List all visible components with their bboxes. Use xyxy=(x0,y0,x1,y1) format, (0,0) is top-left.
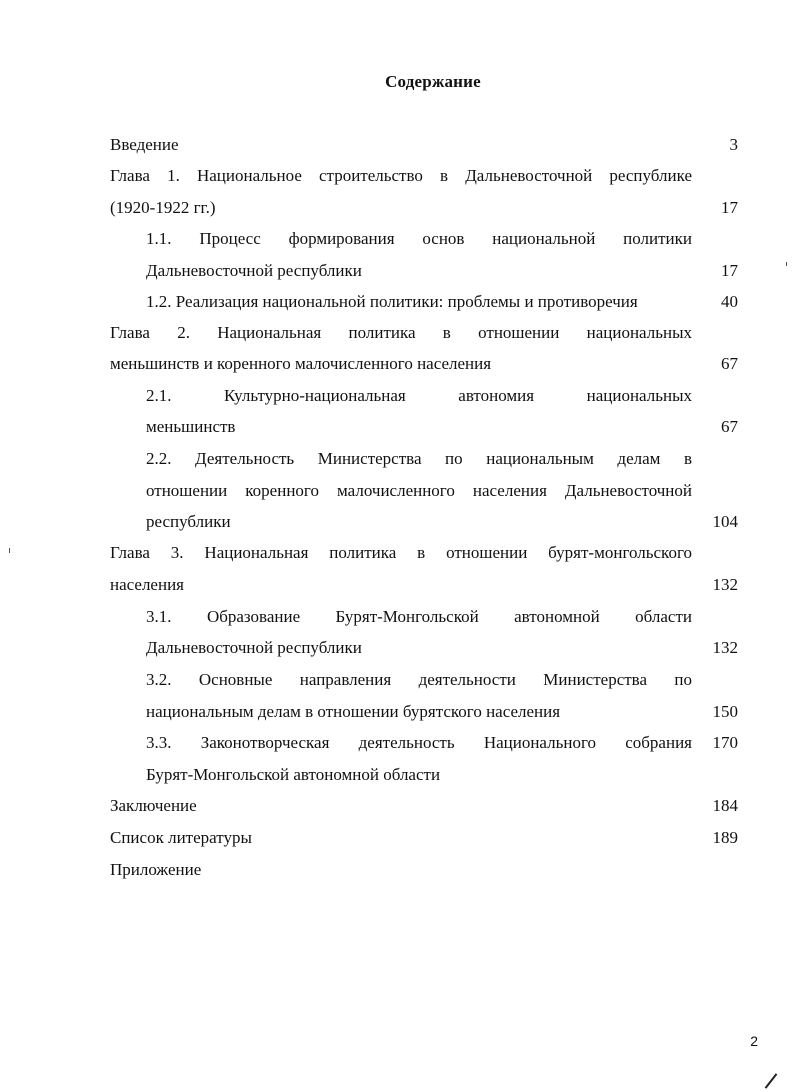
toc-entry-section-2-2-cont: отношении коренного малочисленного населения Дальневосточной xyxy=(146,481,692,500)
toc-page-number: 132 xyxy=(712,575,738,594)
toc-entry-introduction: Введение xyxy=(110,135,179,154)
page-title: Содержание xyxy=(385,72,481,91)
toc-page-number: 17 xyxy=(721,261,738,280)
toc-page-number: 184 xyxy=(712,796,738,815)
toc-entry-section-2-2-cont2: республики xyxy=(146,512,231,531)
toc-page-number: 17 xyxy=(721,198,738,217)
toc-entry-chapter-2-cont: меньшинств и коренного малочисленного населения xyxy=(110,354,492,373)
toc-entry-appendix: Приложение xyxy=(110,860,202,879)
page-number: 2 xyxy=(750,1033,758,1049)
toc-page-number: 150 xyxy=(712,702,738,721)
toc-entry-section-1-1-cont: Дальневосточной республики xyxy=(146,261,362,280)
toc-entry-section-3-2: 3.2. Основные направления деятельности Министерства по xyxy=(146,670,692,689)
toc-entry-section-1-1: 1.1. Процесс формирования основ национальной политики xyxy=(146,229,692,248)
toc-entry-section-3-3-cont: Бурят-Монгольской автономной области xyxy=(146,765,441,784)
toc-entry-chapter-2: Глава 2. Национальная политика в отношении национальных xyxy=(110,323,692,342)
toc-page-number: 189 xyxy=(712,828,738,847)
toc-entry-section-3-3: 3.3. Законотворческая деятельность Национального собрания xyxy=(146,733,692,752)
toc-entry-chapter-1-cont: (1920-1922 гг.) xyxy=(110,198,216,217)
scan-artifact xyxy=(786,262,787,266)
toc-entry-bibliography: Список литературы xyxy=(110,828,252,847)
toc-entry-section-2-2: 2.2. Деятельность Министерства по национальным делам в xyxy=(146,449,692,468)
toc-entry-chapter-3-cont: населения xyxy=(110,575,184,594)
toc-page-number: 40 xyxy=(721,292,738,311)
toc-entry-section-2-1: 2.1. Культурно-национальная автономия национальных xyxy=(146,386,692,405)
toc-entry-section-3-1: 3.1. Образование Бурят-Монгольской автономной области xyxy=(146,607,692,626)
toc-page-number: 67 xyxy=(721,417,738,436)
scan-artifact xyxy=(9,548,10,553)
toc-entry-section-3-1-cont: Дальневосточной республики xyxy=(146,638,362,657)
toc-entry-section-3-2-cont: национальным делам в отношении бурятского населения xyxy=(146,702,561,721)
toc-entry-section-1-2: 1.2. Реализация национальной политики: проблемы и противоречия xyxy=(146,292,638,311)
toc-entry-section-2-1-cont: меньшинств xyxy=(146,417,236,436)
toc-entry-conclusion: Заключение xyxy=(110,796,197,815)
toc-entry-chapter-1: Глава 1. Национальное строительство в Дальневосточной республике xyxy=(110,166,692,185)
toc-page-number: 67 xyxy=(721,354,738,373)
toc-entry-chapter-3: Глава 3. Национальная политика в отношении бурят-монгольского xyxy=(110,543,692,562)
toc-page-number: 170 xyxy=(712,733,738,752)
toc-page-number: 3 xyxy=(729,135,738,154)
toc-page-number: 132 xyxy=(712,638,738,657)
toc-page-number: 104 xyxy=(712,512,738,531)
